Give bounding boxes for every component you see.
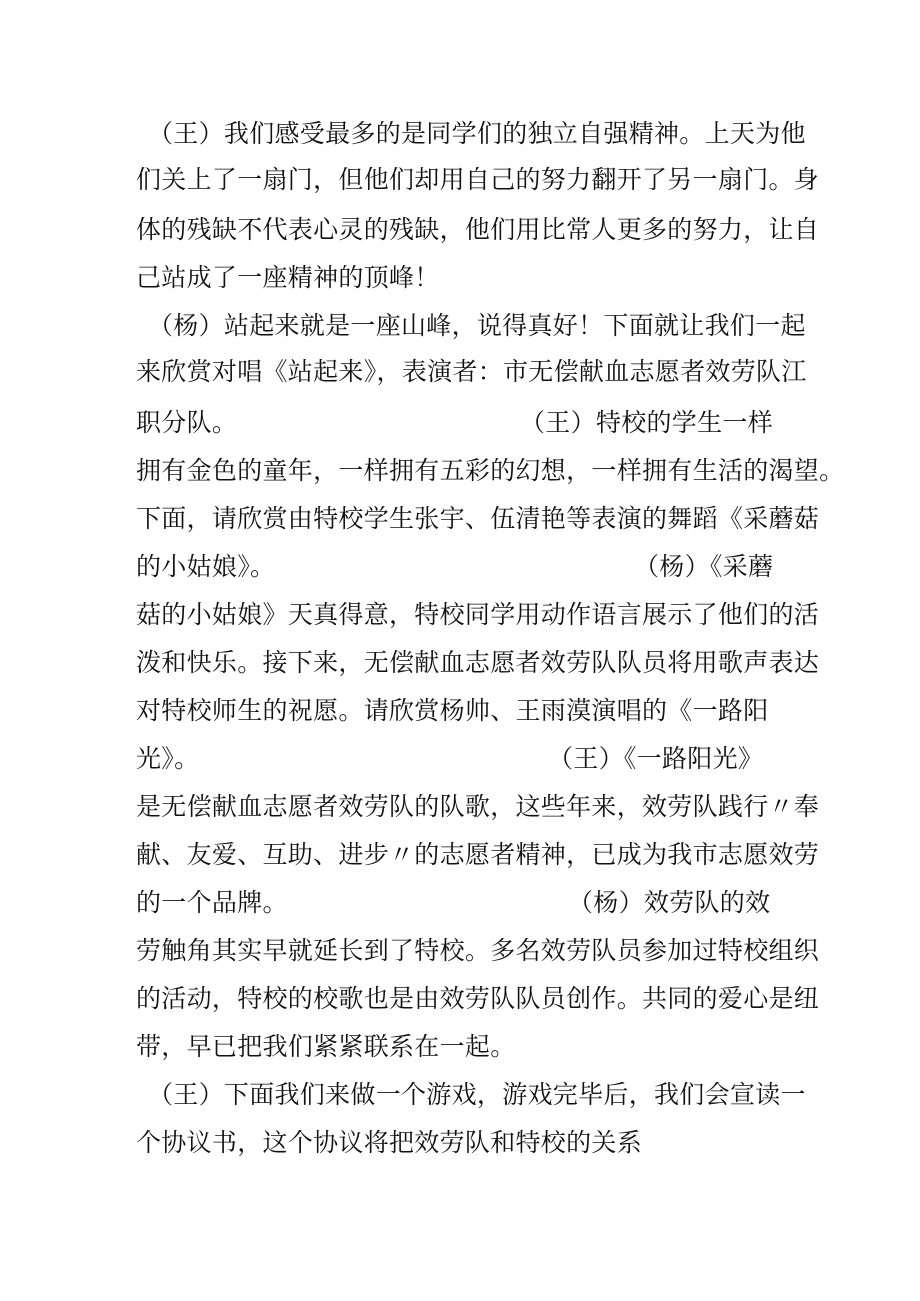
text-segment: （王）《一路阳光》 (548, 744, 764, 773)
text-line (136, 982, 819, 1016)
text-segment: （杨）站起来就是一座山峰，说得真好！下面就让我们一起 (148, 311, 806, 340)
text-segment: （王）特校的学生一样 (520, 408, 774, 437)
text-line (548, 742, 763, 776)
text-segment: 献、友爱、互助、进步〃的志愿者精神，已成为我市志愿效劳 (136, 840, 820, 869)
text-line (136, 598, 819, 632)
text-line (136, 550, 275, 584)
text-line (520, 406, 773, 440)
text-line (136, 934, 819, 968)
text-segment: 的一个品牌。 (136, 888, 288, 917)
text-segment: （王）我们感受最多的是同学们的独立自强精神。上天为他 (148, 119, 806, 148)
text-line (136, 742, 199, 776)
text-segment: 职分队。 (136, 408, 238, 437)
text-segment: 的活动，特校的校歌也是由效劳队队员创作。共同的爱心是纽 (136, 984, 820, 1013)
text-line (634, 550, 773, 584)
text-line (136, 886, 288, 920)
text-line (136, 1126, 642, 1160)
text-segment: （杨）效劳队的效 (568, 888, 771, 917)
text-line (136, 790, 819, 824)
text-segment: 菇的小姑娘》天真得意，特校同学用动作语言展示了他们的活 (136, 600, 820, 629)
text-line (136, 502, 819, 536)
text-segment: 拥有金色的童年，一样拥有五彩的幻想，一样拥有生活的渴望。 (136, 456, 845, 485)
text-line (136, 1030, 516, 1064)
text-segment: 劳触角其实早就延长到了特校。多名效劳队员参加过特校组织 (136, 936, 820, 965)
text-segment: （王）下面我们来做一个游戏，游戏完毕后，我们会宣读一 (148, 1080, 806, 1109)
text-segment: （杨）《采蘑 (634, 552, 774, 581)
text-segment: 个协议书，这个协议将把效劳队和特校的关系 (136, 1128, 643, 1157)
text-line (136, 163, 819, 197)
text-line (568, 886, 770, 920)
text-segment: 泼和快乐。接下来，无偿献血志愿者效劳队队员将用歌声表达 (136, 648, 820, 677)
text-line (136, 646, 819, 680)
text-segment: 体的残缺不代表心灵的残缺，他们用比常人更多的努力，让自 (136, 215, 820, 244)
text-segment: 的小姑娘》。 (136, 552, 276, 581)
text-segment: 是无偿献血志愿者效劳队的队歌，这些年来，效劳队践行〃奉 (136, 792, 820, 821)
text-segment: 光》。 (136, 744, 200, 773)
text-line (148, 117, 806, 151)
text-segment: 下面，请欣赏由特校学生张宇、伍清艳等表演的舞蹈《采蘑菇 (136, 504, 820, 533)
text-line (136, 355, 807, 389)
text-segment: 对特校师生的祝愿。请欣赏杨帅、王雨漠演唱的《一路阳 (136, 696, 769, 725)
text-segment: 带，早已把我们紧紧联系在一起。 (136, 1032, 516, 1061)
text-line (148, 1078, 806, 1112)
text-line (136, 213, 819, 247)
text-line (136, 261, 440, 295)
text-line (136, 838, 819, 872)
text-line (136, 454, 844, 488)
text-segment: 来欣赏对唱《站起来》，表演者：市无偿献血志愿者效劳队江 (136, 357, 807, 386)
text-line (136, 406, 237, 440)
text-line (148, 309, 806, 343)
text-segment: 己站成了一座精神的顶峰！ (136, 263, 440, 292)
text-segment: 们关上了一扇门，但他们却用自己的努力翻开了另一扇门。身 (136, 165, 820, 194)
text-line (136, 694, 769, 728)
